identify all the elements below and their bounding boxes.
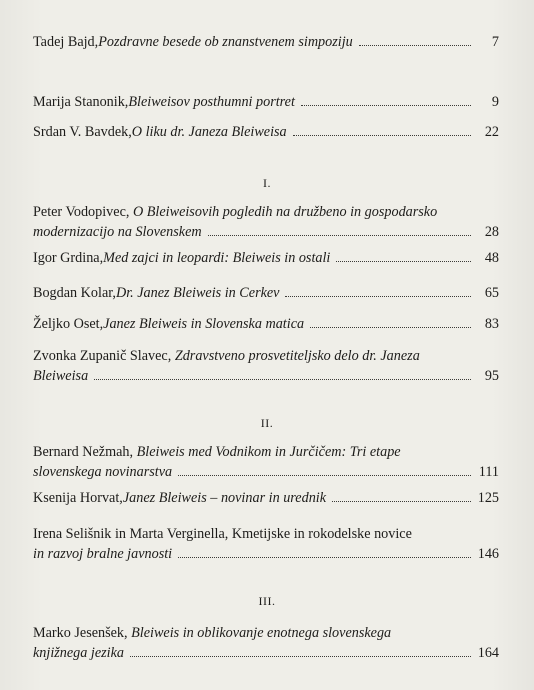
dot-leader — [94, 378, 471, 380]
dot-leader — [310, 326, 471, 328]
toc-entry — [33, 524, 499, 564]
entry-page-number: 65 — [484, 285, 499, 301]
entry-page-number: 48 — [484, 250, 499, 266]
dot-leader — [285, 295, 471, 297]
entry-title: Pozdravne besede ob znanstvenem simpoziju — [98, 34, 353, 50]
toc-entry — [33, 442, 499, 482]
entry-title-line-2: slovenskega novinarstva — [33, 464, 173, 480]
dot-leader — [336, 260, 471, 262]
entry-author: Tadej Bajd, — [33, 34, 99, 50]
entry-title-line-2: knjižnega jezika — [33, 645, 125, 661]
toc-entry — [33, 314, 499, 334]
entry-title: O liku dr. Janeza Bleiweisa — [131, 124, 287, 140]
entry-author: Peter Vodopivec, — [33, 204, 133, 220]
entry-author: Irena Selišnik in Marta Verginella, — [33, 526, 232, 542]
section-heading: III. — [258, 594, 276, 608]
entry-title-line-2: modernizacijo na Slovenskem — [33, 224, 202, 240]
section-heading: II. — [260, 416, 274, 430]
entry-title: Bleiweisov posthumni portret — [128, 94, 295, 110]
dot-leader — [130, 655, 471, 657]
entry-title-line-2: in razvoj bralne javnosti — [33, 546, 173, 562]
section-heading: I. — [263, 176, 271, 190]
entry-title-line-1: Bleiweis in oblikovanje enotnega slovenskega — [131, 625, 392, 641]
entry-page-number: 146 — [477, 546, 499, 562]
entry-title: Janez Bleiweis in Slovenska matica — [103, 316, 305, 332]
entry-page-number: 28 — [484, 224, 499, 240]
dot-leader — [359, 44, 471, 46]
dot-leader — [208, 234, 471, 236]
toc-entry — [33, 32, 499, 52]
entry-author: Bernard Nežmah, — [33, 444, 137, 460]
entry-page-number: 125 — [477, 490, 499, 506]
entry-title: Janez Bleiweis – novinar in urednik — [122, 490, 327, 506]
entry-title: Dr. Janez Bleiweis in Cerkev — [115, 285, 280, 301]
entry-author: Zvonka Zupanič Slavec, — [33, 348, 175, 364]
entry-page-number: 9 — [491, 94, 499, 110]
toc-entry — [33, 346, 499, 386]
entry-title-line-1: Zdravstveno prosvetiteljsko delo dr. Janeza — [174, 348, 420, 364]
entry-page-number: 95 — [484, 368, 499, 384]
entry-title-line-1: O Bleiweisovih pogledih na družbeno in gospodarsko — [132, 204, 438, 220]
dot-leader — [178, 474, 471, 476]
entry-page-number: 164 — [477, 645, 499, 661]
entry-author: Srdan V. Bavdek, — [33, 124, 132, 140]
entry-title: Med zajci in leopardi: Bleiweis in ostali — [103, 250, 331, 266]
entry-author: Igor Grdina, — [33, 250, 104, 266]
entry-author: Željko Oset, — [33, 316, 104, 332]
toc-entry — [33, 283, 499, 303]
dot-leader — [178, 556, 471, 558]
dot-leader — [301, 104, 471, 106]
entry-author: Marko Jesenšek, — [33, 625, 132, 641]
toc-entry — [33, 92, 499, 112]
toc-entry — [33, 488, 499, 508]
entry-author: Ksenija Horvat, — [33, 490, 123, 506]
dot-leader — [293, 134, 471, 136]
entry-title-line-2: Bleiweisa — [33, 368, 89, 384]
entry-page-number: 7 — [491, 34, 499, 50]
toc-entry — [33, 248, 499, 268]
toc-entry — [33, 623, 499, 663]
entry-page-number: 111 — [478, 464, 499, 480]
toc-entry — [33, 202, 499, 242]
entry-page-number: 83 — [484, 316, 499, 332]
entry-author: Bogdan Kolar, — [33, 285, 116, 301]
entry-page-number: 22 — [484, 124, 499, 140]
toc-entry — [33, 122, 499, 142]
entry-title-line-1: Bleiweis med Vodnikom in Jurčičem: Tri etape — [136, 444, 401, 460]
entry-author: Marija Stanonik, — [33, 94, 129, 110]
entry-title-line-1: Kmetijske in rokodelske novice — [231, 526, 412, 542]
dot-leader — [332, 500, 471, 502]
